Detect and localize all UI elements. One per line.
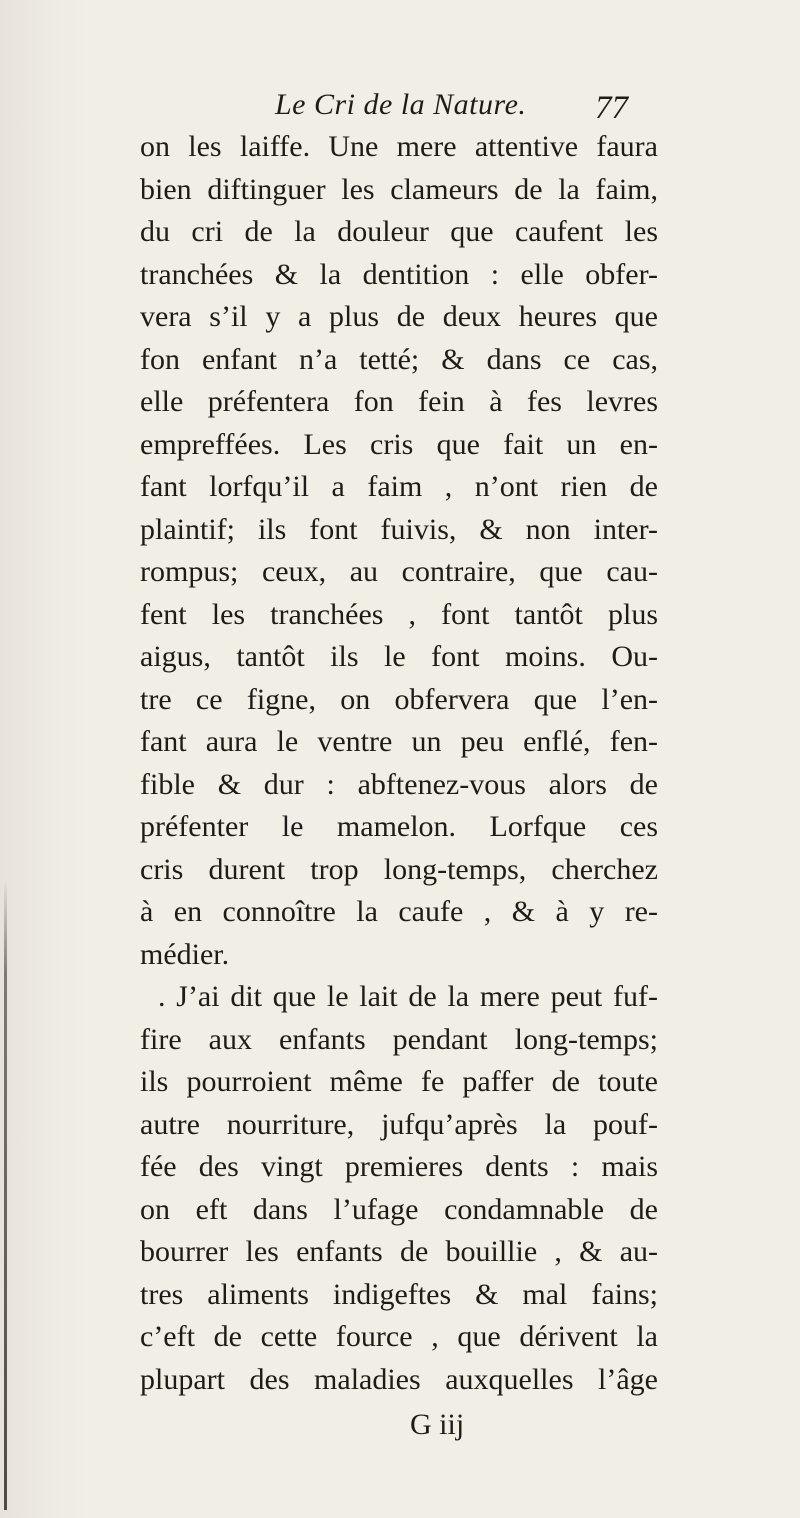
text-line: autre nourriture, jufqu’après la pouf-: [140, 1107, 658, 1141]
text-line: fon enfant n’a tetté; & dans ce cas,: [140, 342, 658, 376]
text-line: cris durent trop long-temps, cherchez: [140, 852, 658, 886]
text-line: fire aux enfants pendant long-temps;: [140, 1022, 658, 1056]
text-line: elle préfentera fon fein à fes levres: [140, 385, 658, 418]
text-line: tre ce figne, on obfervera que l’en-: [140, 682, 658, 716]
text-line: bourrer les enfants de bouillie , & au-: [140, 1235, 658, 1268]
body-text: [140, 126, 658, 1401]
text-line: bien diftinguer les clameurs de la faim,: [140, 172, 658, 206]
paragraph-end-line: médier.: [140, 937, 230, 971]
text-line: fant aura le ventre un peu enflé, fen-: [140, 725, 658, 758]
text-line: plaintif; ils font fuivis, & non inter-: [140, 512, 658, 546]
text-line: empreffées. Les cris que fait un en-: [140, 427, 658, 461]
text-line: fent les tranchées , font tantôt plus: [140, 597, 658, 631]
text-line: fant lorfqu’il a faim , n’ont rien de: [140, 470, 658, 503]
page-number: 77: [595, 90, 628, 126]
text-line: aigus, tantôt ils le font moins. Ou-: [140, 640, 658, 673]
text-line: préfenter le mamelon. Lorfque ces: [140, 810, 658, 843]
text-line: fée des vingt premieres dents : mais: [140, 1150, 658, 1183]
text-line: vera s’il y a plus de deux heures que: [140, 300, 658, 333]
text-line: ils pourroient même fe paffer de toute: [140, 1065, 658, 1098]
text-line: on les laiffe. Une mere attentive faura: [140, 130, 658, 163]
text-line: fible & dur : abftenez-vous alors de: [140, 767, 658, 801]
text-line: tranchées & la dentition : elle obfer-: [140, 257, 658, 291]
text-line: rompus; ceux, au contraire, que cau-: [140, 555, 658, 588]
signature-mark: G iij: [410, 1408, 465, 1441]
text-line: du cri de la douleur que caufent les: [140, 215, 658, 248]
text-line: tres aliments indigeftes & mal fains;: [140, 1277, 658, 1311]
running-title: Le Cri de la Nature.: [275, 88, 527, 121]
text-line: à en connoître la caufe , & à y re-: [140, 895, 658, 928]
paragraph-start-line: . J’ai dit que le lait de la mere peut fuf-: [158, 980, 658, 1013]
text-line: c’eft de cette fource , que dérivent la: [140, 1320, 658, 1353]
text-line: on eft dans l’ufage condamnable de: [140, 1192, 658, 1226]
text-line: plupart des maladies auxquelles l’âge: [140, 1362, 658, 1396]
